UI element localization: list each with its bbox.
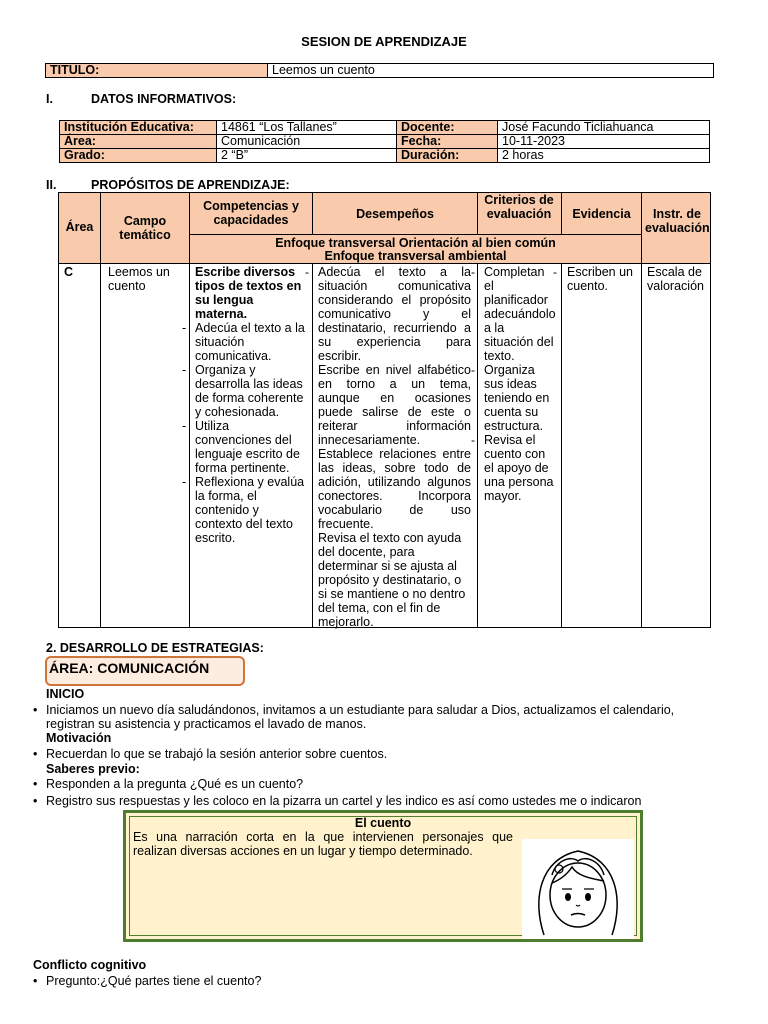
header-campo: Campo temático: [119, 214, 171, 242]
competencia-title: Escribe diversos tipos de textos en su lengua materna.: [195, 265, 302, 321]
desempeno-item: Adecúa el texto a la situación comunicativa considerando el propósito comunicativo y el destinatario, recurriendo a su experiencia para escribir.: [318, 265, 471, 363]
capacidad-item: - Organiza y desarrolla las ideas de forma coherente y cohesionada.: [182, 363, 304, 419]
section-2-number: II.: [46, 178, 57, 192]
header-evidencia: Evidencia: [572, 207, 631, 221]
titulo-value: Leemos un cuento: [268, 64, 714, 78]
desempeno-item: Establece relaciones entre las ideas, sobre todo de adición, utilizando algunos conectores. Incorpora vocabulario de uso frecuente.: [318, 447, 471, 531]
cell-evidencia: Escriben un cuento.: [567, 265, 634, 293]
propositos-table: Área Competencias y capacidades Desempeños Criterios de evaluación Evidencia Instr. de evaluación Campo temático Enfoque transversal Orientación al bien común Enfoque transversal ambiental C Leemos un cuento Escribe diversos tipos de textos en su lengua materna. - Adecúa el texto a la situación comunicativa. - Organiza y desarrolla las ideas de forma coherente y cohesionada. - Utiliza convenciones del lenguaje escrito de forma pertinente. - Reflexiona y evalúa la forma, el contenido y contexto del texto escrito. Adecúa el texto a la situación comunicativa considerando el propósito comunicativo y el destinatario, recurriendo a su experiencia para escribir. Escribe en nivel alfabético en torno a un tema, aunque en ocasiones puede salirse de este o reiterar información innecesariamente. Establece relaciones entre las ideas, sobre todo de adición, utilizando algunos conectores. Incorpora vocabulario de uso frecuente. Revisa el texto con ayuda del docente, para determinar si se ajusta al propósito y destinatario, o si se mantiene o no dentro del tema, con el fin de mejorarlo. - - - - - Completan el planificador adecuándolo a la situación del texto. Organiza sus ideas teniendo en cuenta su estructura. Revisa el cuento con el apoyo de una persona mayor. Escriben un cuento. Escala de valoración: [58, 192, 711, 628]
conflicto-heading: Conflicto cognitivo: [33, 958, 147, 972]
docente-value: José Facundo Ticliahuanca: [498, 121, 710, 135]
header-competencias: Competencias y capacidades: [203, 199, 299, 227]
area-box-label: ÁREA: COMUNICACIÓN: [49, 660, 210, 676]
inst-value: 14861 “Los Tallanes”: [217, 121, 397, 135]
cuento-text: Es una narración corta en la que intervienen personajes que realizan diversas acciones en un lugar y tiempo determinado.: [133, 830, 513, 858]
list-item: • Iniciamos un nuevo día saludándonos, invitamos a un estudiante para saludar a Dios, actualizamos el calendario, registran su asistencia y practicamos el lavado de manos.: [33, 703, 675, 731]
area-value: Comunicación: [217, 135, 397, 149]
area-label: Área:: [60, 135, 217, 149]
cuento-title: El cuento: [354, 816, 412, 830]
info-table: [59, 120, 710, 163]
page-title: SESION DE APRENDIZAJE: [301, 34, 467, 49]
enfoque-1: Enfoque transversal Orientación al bien común: [275, 236, 556, 250]
cuento-card: [123, 810, 643, 942]
motivacion-heading: Motivación: [46, 731, 112, 745]
duracion-value: 2 horas: [498, 149, 710, 163]
capacidad-item: - Utiliza convenciones del lenguaje escrito de forma pertinente.: [182, 419, 300, 475]
inicio-heading: INICIO: [46, 687, 85, 701]
capacidad-item: - Reflexiona y evalúa la forma, el contenido y contexto del texto escrito.: [182, 475, 305, 545]
titulo-label: TITULO:: [46, 64, 268, 78]
grado-label: Grado:: [60, 149, 217, 163]
header-criterios: Criterios de evaluación: [484, 193, 554, 221]
header-desempenos: Desempeños: [356, 207, 434, 221]
section-2-heading: PROPÓSITOS DE APRENDIZAJE:: [91, 178, 290, 192]
header-instrumento: Instr. de evaluación: [645, 207, 710, 235]
cell-instrumento: Escala de valoración: [647, 265, 704, 293]
list-item: • Recuerdan lo que se trabajó la sesión anterior sobre cuentos.: [33, 747, 388, 761]
cell-campo: Leemos un cuento: [108, 265, 170, 293]
header-area: Área: [65, 220, 94, 234]
list-item: • Registro sus respuestas y les coloco en la pizarra un cartel y les indico es así como ustedes me o indicaron: [33, 794, 642, 808]
cell-area: C: [64, 265, 74, 279]
cell-competencias: [182, 265, 307, 545]
fecha-value: 10-11-2023: [498, 135, 710, 149]
enfoque-2: Enfoque transversal ambiental: [324, 249, 507, 263]
capacidad-item: - Adecúa el texto a la situación comunicativa.: [182, 321, 305, 363]
desempeno-item: Escribe en nivel alfabético en torno a un tema, aunque en ocasiones puede salirse de este o reiterar información innecesariamente.: [318, 363, 471, 447]
section-3-heading: 2. DESARROLLO DE ESTRATEGIAS:: [46, 641, 264, 655]
docente-label: Docente:: [397, 121, 498, 135]
titulo-table: [45, 63, 714, 78]
area-box: [45, 656, 245, 686]
list-item: • Pregunto:¿Qué partes tiene el cuento?: [33, 974, 262, 988]
grado-value: 2 “B”: [217, 149, 397, 163]
list-item: • Responden a la pregunta ¿Qué es un cuento?: [33, 777, 304, 791]
inst-label: Institución Educativa:: [60, 121, 217, 135]
fecha-label: Fecha:: [397, 135, 498, 149]
saberes-heading: Saberes previo:: [46, 762, 140, 776]
cell-criterios: Completan el planificador adecuándolo a la situación del texto. Organiza sus ideas teniendo en cuenta su estructura. Revisa el cuento con el apoyo de una persona mayor.: [484, 265, 556, 503]
section-1-heading: DATOS INFORMATIVOS:: [91, 92, 237, 106]
girl-face-illustration: [522, 839, 634, 939]
girl-face-icon: [522, 839, 634, 939]
duracion-label: Duración:: [397, 149, 498, 163]
cell-desempenos: [318, 265, 471, 629]
section-1-number: I.: [46, 92, 53, 106]
desempeno-item: Revisa el texto con ayuda del docente, para determinar si se ajusta al propósito y destinatario, o si se mantiene o no dentro del tema, con el fin de mejorarlo.: [318, 531, 466, 629]
